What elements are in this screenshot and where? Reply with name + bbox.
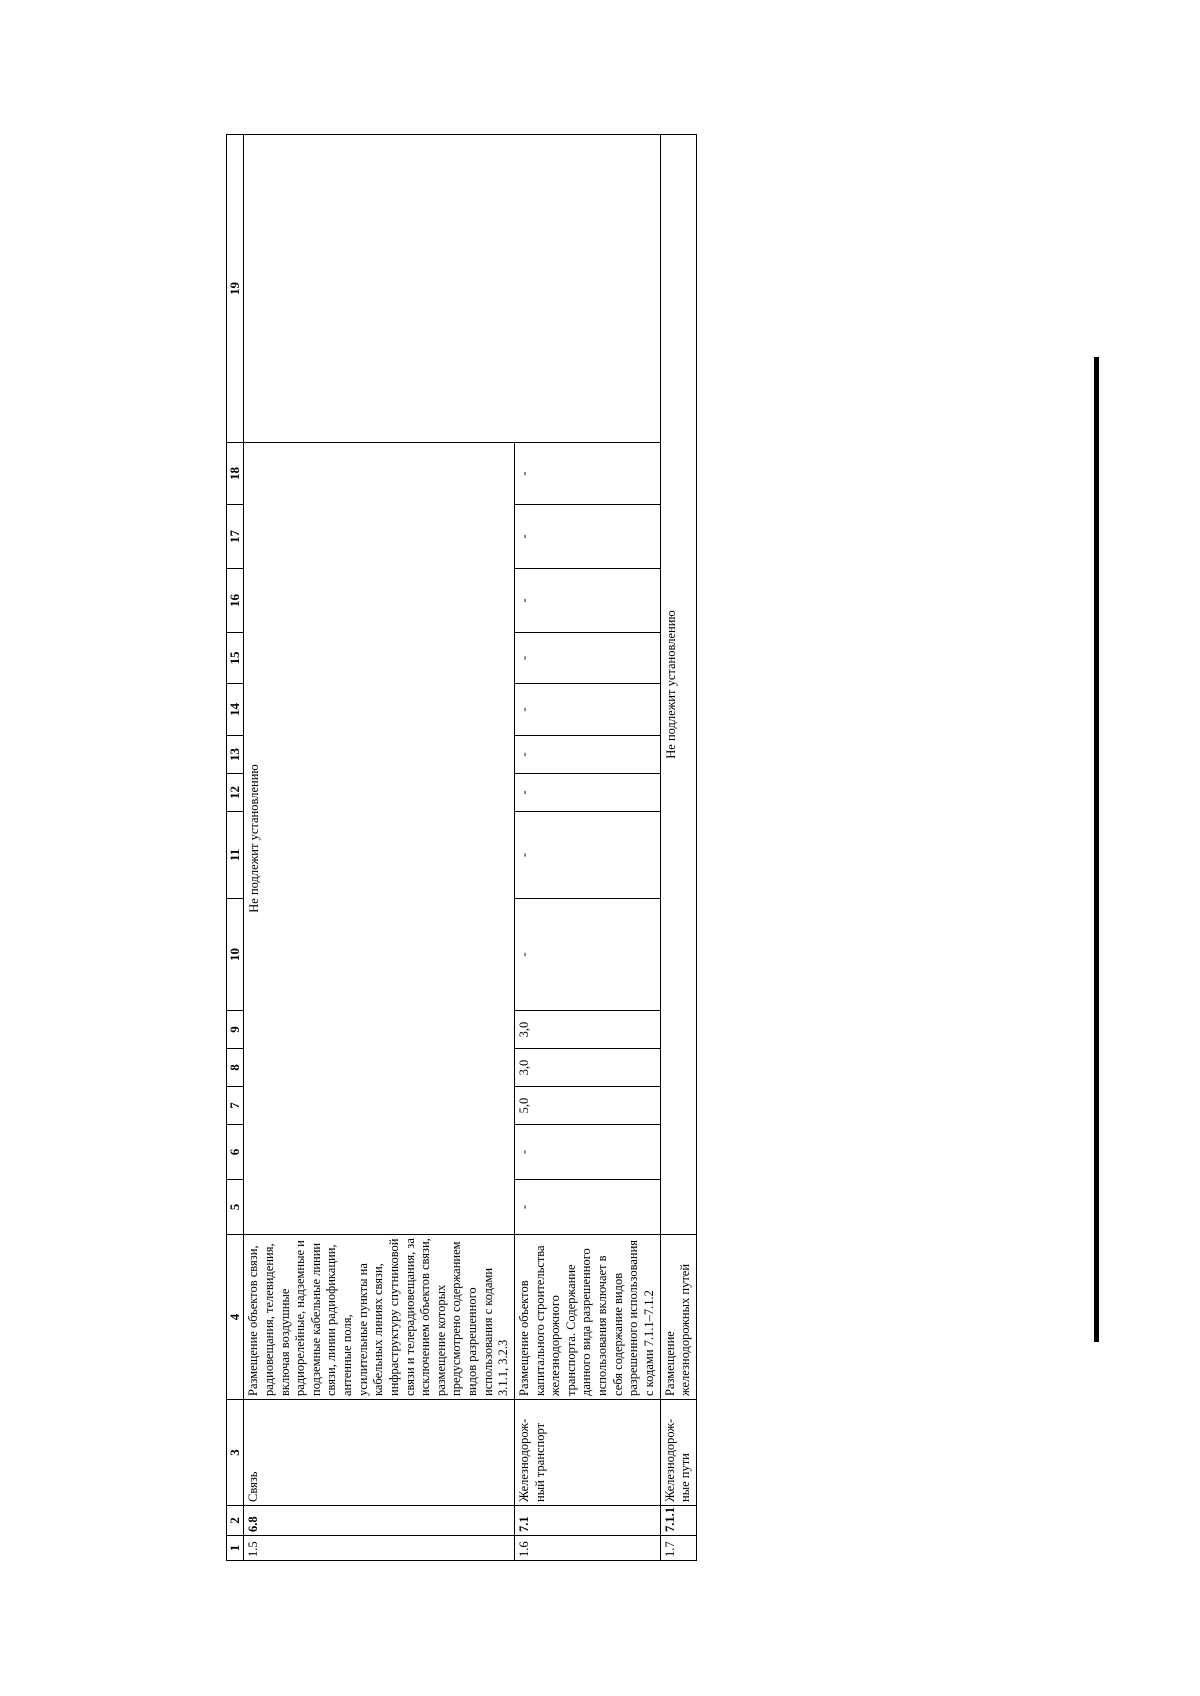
land-use-table <box>226 134 697 1561</box>
value-cell: - <box>514 812 660 899</box>
header-cell: 7 <box>227 1087 244 1125</box>
header-cell: 10 <box>227 899 244 1011</box>
header-cell: 17 <box>227 505 244 569</box>
use-code: 6.8 <box>244 1506 515 1536</box>
column-19-cell <box>244 135 660 443</box>
header-cell: 14 <box>227 684 244 736</box>
value-cell: - <box>514 684 660 736</box>
table-row-1-5 <box>244 135 515 1561</box>
value-cell: 3,0 <box>514 1011 660 1049</box>
header-cell: 15 <box>227 633 244 684</box>
rotated-page <box>226 140 693 1561</box>
header-cell: 19 <box>227 135 244 443</box>
row-number: 1.6 <box>514 1536 660 1561</box>
use-name: Железнодорож-ные пути <box>660 1400 696 1506</box>
value-cell: - <box>514 633 660 684</box>
use-description: Размещение железнодорожных путей <box>660 1235 696 1400</box>
header-cell: 5 <box>227 1180 244 1235</box>
row-number: 1.5 <box>244 1536 515 1561</box>
header-cell: 6 <box>227 1125 244 1180</box>
value-cell: - <box>514 443 660 505</box>
header-cell: 8 <box>227 1049 244 1087</box>
not-applicable-note: Не подлежит установлению <box>244 443 515 1235</box>
use-code: 7.1.1 <box>660 1506 696 1536</box>
value-cell: - <box>514 505 660 569</box>
header-cell: 4 <box>227 1235 244 1400</box>
header-cell: 3 <box>227 1400 244 1506</box>
margin-rule <box>1094 357 1099 1342</box>
use-name: Связь <box>244 1400 515 1506</box>
use-description: Размещение объектов капитального строительства железнодорожного транспорта. Содержание данного вида разрешенного использования включает в себя содержание видов разрешенного использования с кодами 7.1.1–7.1.2 <box>514 1235 660 1400</box>
not-applicable-note: Не подлежит установлению <box>660 135 696 1235</box>
header-cell: 1 <box>227 1536 244 1561</box>
value-cell: - <box>514 569 660 633</box>
value-cell: - <box>514 774 660 812</box>
header-cell: 9 <box>227 1011 244 1049</box>
row-number: 1.7 <box>660 1536 696 1561</box>
use-name: Железнодорож-ный транспорт <box>514 1400 660 1506</box>
header-cell: 2 <box>227 1506 244 1536</box>
table-row-1-7 <box>660 135 696 1561</box>
header-cell: 11 <box>227 812 244 899</box>
header-row <box>227 135 244 1561</box>
value-cell: - <box>514 1125 660 1180</box>
use-description: Размещение объектов связи, радиовещания, телевидения, включая воздушные радиорелейные, надземные и подземные кабельные линии связи, линии радиофикации, антенные поля, усилительные пункты на кабельных линиях связи, инфраструктуру спутниковой связи и телерадиовещания, за исключением объектов связи, размещение которых предусмотрено содержанием видов разрешенного использования с кодами 3.1.1, 3.2.3 <box>244 1235 515 1400</box>
value-cell: - <box>514 899 660 1011</box>
value-cell: - <box>514 1180 660 1235</box>
header-cell: 12 <box>227 774 244 812</box>
value-cell: - <box>514 736 660 774</box>
value-cell: 5,0 <box>514 1087 660 1125</box>
value-cell: 3,0 <box>514 1049 660 1087</box>
header-cell: 16 <box>227 569 244 633</box>
header-cell: 18 <box>227 443 244 505</box>
use-code: 7.1 <box>514 1506 660 1536</box>
header-cell: 13 <box>227 736 244 774</box>
